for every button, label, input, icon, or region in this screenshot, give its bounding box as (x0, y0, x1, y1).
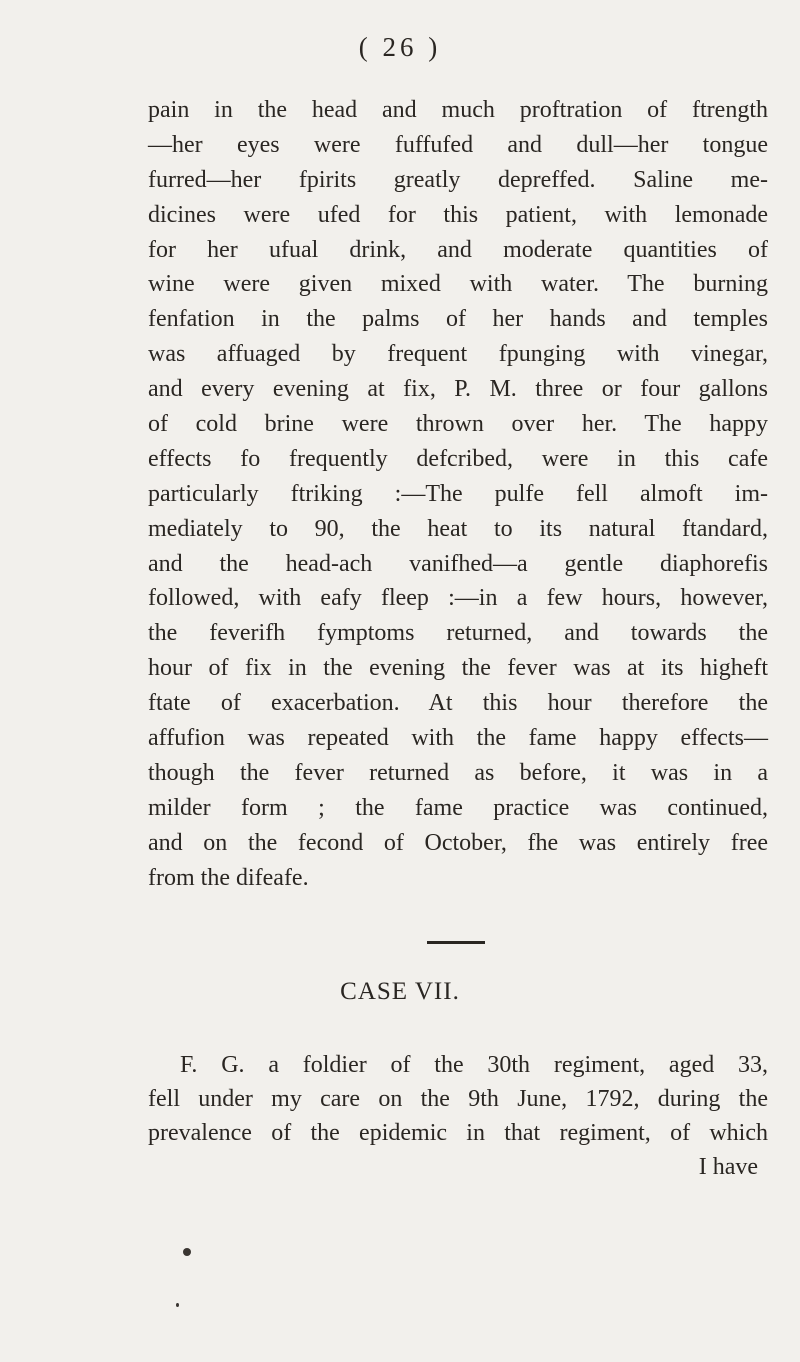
text-line: effects fo frequently defcribed, were in this cafe (148, 445, 768, 472)
text-line: and every evening at fix, P. M. three or four gallons (148, 376, 768, 403)
text-line: hour of fix in the evening the fever was at its higheft (148, 655, 768, 682)
case-heading: CASE VII. (340, 978, 460, 1005)
text-line: affufion was repeated with the fame happy effects— (148, 725, 768, 752)
text-line: fenfation in the palms of her hands and temples (148, 306, 768, 333)
text-line: prevalence of the epidemic in that regiment, of which (148, 1120, 768, 1146)
text-line: mediately to 90, the heat to its natural ftandard, (148, 515, 768, 542)
text-line: —her eyes were fuffufed and dull—her tongue (148, 131, 768, 158)
text-line: was affuaged by frequent fpunging with vinegar, (148, 341, 768, 368)
text-line: for her ufual drink, and moderate quantities of (148, 236, 768, 263)
text-line: from the difeafe. (148, 864, 309, 891)
text-line: dicines were ufed for this patient, with lemonade (148, 201, 768, 228)
catchword: I have (698, 1154, 758, 1180)
text-line: fell under my care on the 9th June, 1792, during the (148, 1086, 768, 1112)
text-line: ftate of exacerbation. At this hour therefore the (148, 690, 768, 717)
text-line: pain in the head and much proftration of ftrength (148, 97, 768, 123)
page-number: ( 26 ) (358, 32, 442, 62)
body-paragraph (148, 93, 768, 895)
text-line: followed, with eafy fleep :—in a few hours, however, (148, 585, 768, 612)
text-line: F. G. a foldier of the 30th regiment, aged 33, (180, 1052, 768, 1078)
ink-speck (183, 1248, 191, 1256)
text-line: though the fever returned as before, it was in a (148, 759, 768, 786)
text-line: of cold brine were thrown over her. The happy (148, 411, 768, 438)
case-paragraph (148, 1048, 768, 1184)
ink-speck (176, 1303, 179, 1307)
text-line: and the head-ach vanifhed—a gentle diaphorefis (148, 550, 768, 577)
text-line: the feverifh fymptoms returned, and towards the (148, 620, 768, 647)
text-line: furred—her fpirits greatly depreffed. Saline me- (148, 166, 768, 193)
text-line: milder form ; the fame practice was continued, (148, 794, 768, 821)
text-line: and on the fecond of October, fhe was entirely free (148, 829, 768, 856)
section-rule (427, 941, 485, 944)
text-line: particularly ftriking :—The pulfe fell almoft im- (148, 480, 768, 507)
text-line: wine were given mixed with water. The burning (148, 271, 768, 298)
